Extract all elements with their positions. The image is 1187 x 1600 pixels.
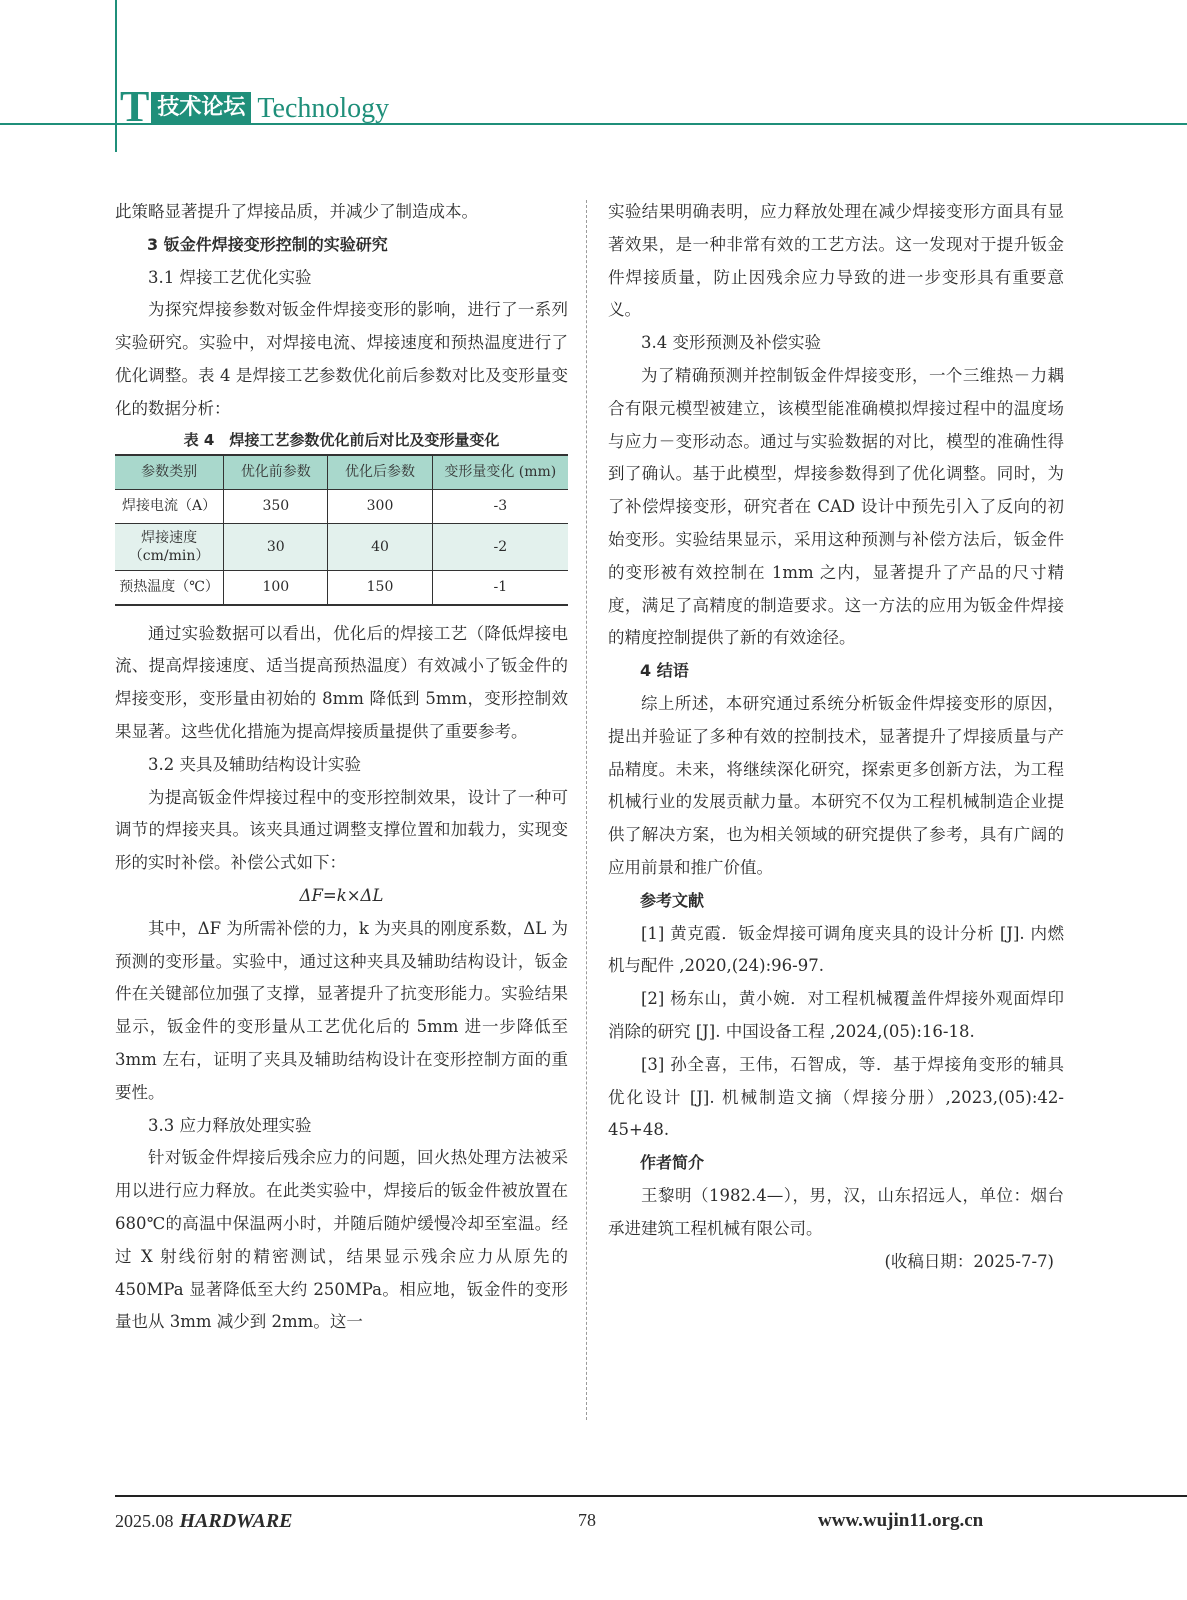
footer-rule	[115, 1495, 1187, 1497]
compensation-formula: ΔF=k×ΔL	[299, 885, 384, 905]
reference-item: [3] 孙全喜，王伟，石智成，等．基于焊接角变形的辅具优化设计 [J]. 机械制造文摘（焊接分册）,2023,(05):42-45+48.	[608, 1054, 1064, 1140]
table-cell: -2	[432, 523, 568, 570]
section-heading-3: 3 钣金件焊接变形控制的实验研究	[147, 234, 388, 254]
paragraph: 实验结果明确表明，应力释放处理在减少焊接变形方面具有显著效果，是一种非常有效的工艺方法。这一发现对于提升钣金件焊接质量，防止因残余应力导致的进一步变形具有重要意义。	[608, 202, 1064, 320]
table-cell: 150	[328, 570, 432, 605]
parameter-table	[115, 454, 568, 606]
table-cell: 40	[328, 523, 432, 570]
page-number: 78	[578, 1510, 596, 1530]
table-cell: 300	[328, 489, 432, 523]
section-title-en: Technology	[257, 93, 390, 124]
received-date: (收稿日期：2025-7-7)	[884, 1251, 1054, 1271]
paragraph: 综上所述，本研究通过系统分析钣金件焊接变形的原因，提出并验证了多种有效的控制技术，显著提升了焊接质量与产品精度。未来，将继续深化研究，探索更多创新方法，为工程机械行业的发展贡献力量。本研究不仅为工程机械制造企业提供了解决方案，也为相关领域的研究提供了参考，具有广阔的应用前景和推广价值。	[608, 693, 1064, 877]
column-divider	[586, 200, 587, 1420]
footer-url: www.wujin11.org.cn	[818, 1510, 984, 1531]
paragraph: 为了精确预测并控制钣金件焊接变形，一个三维热－力耦合有限元模型被建立，该模型能准确模拟焊接过程中的温度场与应力－变形动态。通过与实验数据的对比，模型的准确性得到了确认。基于此模型，焊接参数得到了优化调整。同时，为了补偿焊接变形，研究者在 CAD 设计中预先引入了反向的初始变形。实验结果显示，采用这种预测与补偿方法后，钣金件的变形被有效控制在 1mm 之内，显著提升了产品的尺寸精度，满足了高精度的制造要求。这一方法的应用为钣金件焊接的精度控制提供了新的有效途径。	[608, 365, 1064, 648]
subsection-heading-3-1: 3.1 焊接工艺优化实验	[148, 267, 312, 287]
table-row	[115, 489, 568, 523]
table-header-cell: 优化后参数	[328, 455, 432, 490]
header-vertical-rule	[115, 0, 117, 152]
paragraph: 通过实验数据可以看出，优化后的焊接工艺（降低焊接电流、提高焊接速度、适当提高预热温度）有效减小了钣金件的焊接变形，变形量由初始的 8mm 降低到 5mm，变形控制效果显著。这些优化措施为提高焊接质量提供了重要参考。	[115, 623, 568, 741]
paragraph: 为提高钣金件焊接过程中的变形控制效果，设计了一种可调节的焊接夹具。该夹具通过调整支撑位置和加载力，实现变形的实时补偿。补偿公式如下：	[115, 787, 568, 873]
subsection-heading-3-2: 3.2 夹具及辅助结构设计实验	[148, 754, 361, 774]
right-column	[608, 196, 1064, 1278]
table-row	[115, 523, 568, 570]
footer-issue	[115, 1510, 293, 1533]
table-cell: 焊接速度（cm/min）	[115, 523, 224, 570]
paragraph: 其中，ΔF 为所需补偿的力，k 为夹具的刚度系数，ΔL 为预测的变形量。实验中，通过这种夹具及辅助结构设计，钣金件在关键部位加强了支撑，显著提升了抗变形能力。实验结果显示，钣金件的变形量从工艺优化后的 5mm 进一步降低至 3mm 左右，证明了夹具及辅助结构设计在变形控制方面的重要性。	[115, 918, 568, 1102]
subsection-heading-3-3: 3.3 应力释放处理实验	[148, 1115, 312, 1135]
table-cell: 预热温度（℃）	[115, 570, 224, 605]
magazine-name: HARDWARE	[179, 1510, 293, 1532]
table-caption: 表 4 焊接工艺参数优化前后对比及变形量变化	[183, 430, 500, 449]
table-cell: 焊接电流（A）	[115, 489, 224, 523]
references-heading: 参考文献	[640, 890, 705, 910]
section-title-cn: 技术论坛	[151, 92, 251, 124]
author-bio: 王黎明（1982.4—），男，汉，山东招远人，单位：烟台承进建筑工程机械有限公司。	[608, 1185, 1064, 1238]
table-cell: 100	[224, 570, 328, 605]
logo-letter: T	[120, 82, 150, 131]
reference-item: [2] 杨东山，黄小婉．对工程机械覆盖件焊接外观面焊印消除的研究 [J]. 中国设备工程 ,2024,(05):16-18.	[608, 989, 1064, 1041]
table-cell: 30	[224, 523, 328, 570]
paragraph: 针对钣金件焊接后残余应力的问题，回火热处理方法被采用以进行应力释放。在此类实验中，焊接后的钣金件被放置在 680℃的高温中保温两小时，并随后随炉缓慢冷却至室温。经过 X 射线衍射的精密测试，结果显示残余应力从原先的 450MPa 显著降低至大约 250MPa。相应地，钣金件的变形量也从 3mm 减少到 2mm。这一	[115, 1148, 568, 1332]
table-header-cell: 参数类别	[115, 455, 224, 490]
table-row	[115, 570, 568, 605]
subsection-heading-3-4: 3.4 变形预测及补偿实验	[641, 333, 821, 353]
table-cell: -3	[432, 489, 568, 523]
reference-item: [1] 黄克霞．钣金焊接可调角度夹具的设计分析 [J]. 内燃机与配件 ,2020,(24):96-97.	[608, 923, 1064, 976]
table-header-cell: 优化前参数	[224, 455, 328, 490]
table-header-cell: 变形量变化 (mm)	[432, 455, 568, 490]
author-heading: 作者简介	[640, 1153, 705, 1173]
table-header-row	[115, 455, 568, 490]
table-cell: -1	[432, 570, 568, 605]
table-cell: 350	[224, 489, 328, 523]
left-column	[115, 196, 568, 1339]
section-header	[120, 82, 390, 131]
issue-date: 2025.08	[115, 1511, 174, 1531]
paragraph: 此策略显著提升了焊接品质，并减少了制造成本。	[115, 202, 478, 221]
section-heading-4: 4 结语	[640, 661, 689, 681]
paragraph: 为探究焊接参数对钣金件焊接变形的影响，进行了一系列实验研究。实验中，对焊接电流、焊接速度和预热温度进行了优化调整。表 4 是焊接工艺参数优化前后参数对比及变形量变化的数据分析：	[115, 300, 568, 418]
